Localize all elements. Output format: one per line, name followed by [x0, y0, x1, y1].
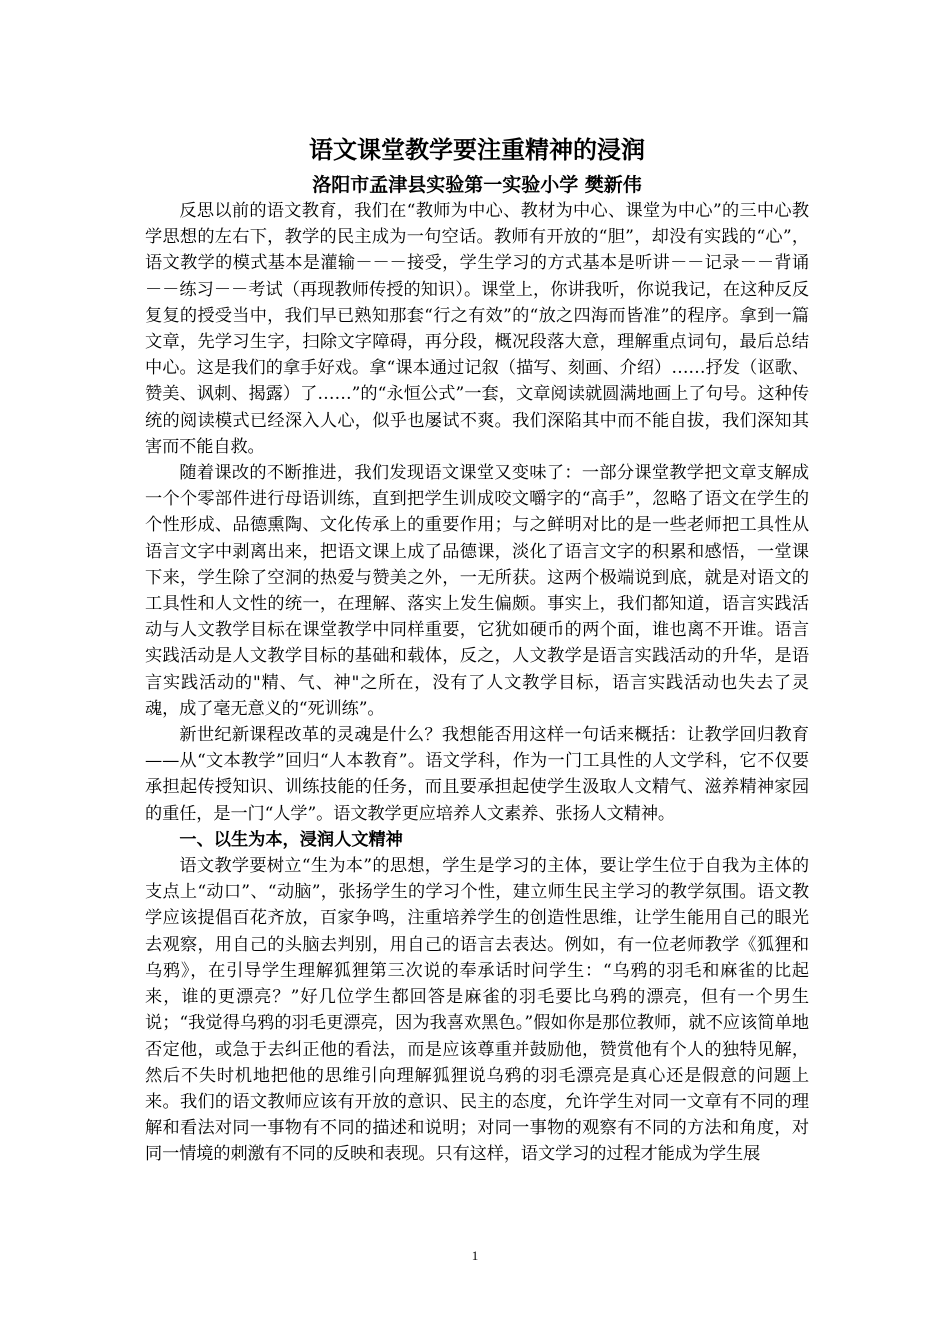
- page-number: 1: [471, 1248, 479, 1263]
- body-paragraph: 新世纪新课程改革的灵魂是什么？我想能否用这样一句话来概括：让教学回归教育——从“文本教学”回归“人本教育”。语文学科，作为一门工具性的人文学科，它不仅要承担起传授知识、训练技能的任务，而且要承担起使学生汲取人文精气、滋养精神家园的重任，是一门“人学”。语文教学更应培养人文素养、张扬人文精神。: [145, 725, 809, 824]
- section-heading: 一、以生为本，浸润人文精神: [179, 829, 403, 850]
- body-paragraph: 随着课改的不断推进，我们发现语文课堂又变味了：一部分课堂教学把文章支解成一个个零部件进行母语训练，直到把学生训成咬文嚼字的“高手”，忽略了语文在学生的个性形成、品德熏陶、文化传承上的重要作用；与之鲜明对比的是一些老师把工具性从语言文字中剥离出来，把语文课上成了品德课，淡化了语言文字的积累和感悟，一堂课下来，学生除了空洞的热爱与赞美之外，一无所获。这两个极端说到底，就是对语文的工具性和人文性的统一，在理解、落实上发生偏颇。事实上，我们都知道，语言实践活动与人文教学目标在课堂教学中同样重要，它犹如硬币的两个面，谁也离不开谁。语言实践活动是人文教学目标的基础和载体，反之，人文教学是语言实践活动的升华，是语言实践活动的"精、气、神"之所在，没有了人文教学目标，语言实践活动也失去了灵魂，成了毫无意义的“死训练”。: [145, 463, 809, 719]
- author-line: 洛阳市孟津县实验第一实验小学 樊新伟: [312, 174, 642, 196]
- document-title: 语文课堂教学要注重精神的浸润: [309, 135, 645, 164]
- body-paragraph: 反思以前的语文教育，我们在“教师为中心、教材为中心、课堂为中心”的三中心教学思想的左右下，教学的民主成为一句空话。教师有开放的“胆”，却没有实践的“心”，语文教学的模式基本是灌输－－－接受，学生学习的方式基本是听讲－－记录－－背诵－－练习－－考试（再现教师传授的知识）。课堂上，你讲我听，你说我记，在这种反反复复的授受当中，我们早已熟知那套“行之有效”的“放之四海而皆准”的程序。拿到一篇文章，先学习生字，扫除文字障碍，再分段，概况段落大意，理解重点词句，最后总结中心。这是我们的拿手好戏。拿“课本通过记叙（描写、刻画、介绍）……抒发（讴歌、赞美、讽刺、揭露）了……”的“永恒公式”一套，文章阅读就圆满地画上了句号。这种传统的阅读模式已经深入人心，似乎也屡试不爽。我们深陷其中而不能自拔，我们深知其害而不能自救。: [145, 201, 809, 457]
- section-paragraph: 语文教学要树立“生为本”的思想，学生是学习的主体，要让学生位于自我为主体的支点上“动口”、“动脑”，张扬学生的学习个性，建立师生民主学习的教学氛围。语文教学应该提倡百花齐放，百家争鸣，注重培养学生的创造性思维，让学生能用自己的眼光去观察，用自己的头脑去判别，用自己的语言去表达。例如，有一位老师教学《狐狸和乌鸦》，在引导学生理解狐狸第三次说的奉承话时问学生：“乌鸦的羽毛和麻雀的比起来，谁的更漂亮？”好几位学生都回答是麻雀的羽毛要比乌鸦的漂亮，但有一个男生说；“我觉得乌鸦的羽毛更漂亮，因为我喜欢黑色。”假如你是那位教师，就不应该简单地否定他，或急于去纠正他的看法，而是应该尊重并鼓励他，赞赏他有个人的独特见解，然后不失时机地把他的思维引向理解狐狸说乌鸦的羽毛漂亮是真心还是假意的问题上来。我们的语文教师应该有开放的意识、民主的态度，允许学生对同一文章有不同的理解和看法对同一事物有不同的描述和说明；对同一事物的观察有不同的方法和角度，对同一情境的刺激有不同的反映和表现。只有这样，语文学习的过程才能成为学生展: [145, 856, 809, 1165]
- document-body: [145, 132, 809, 1168]
